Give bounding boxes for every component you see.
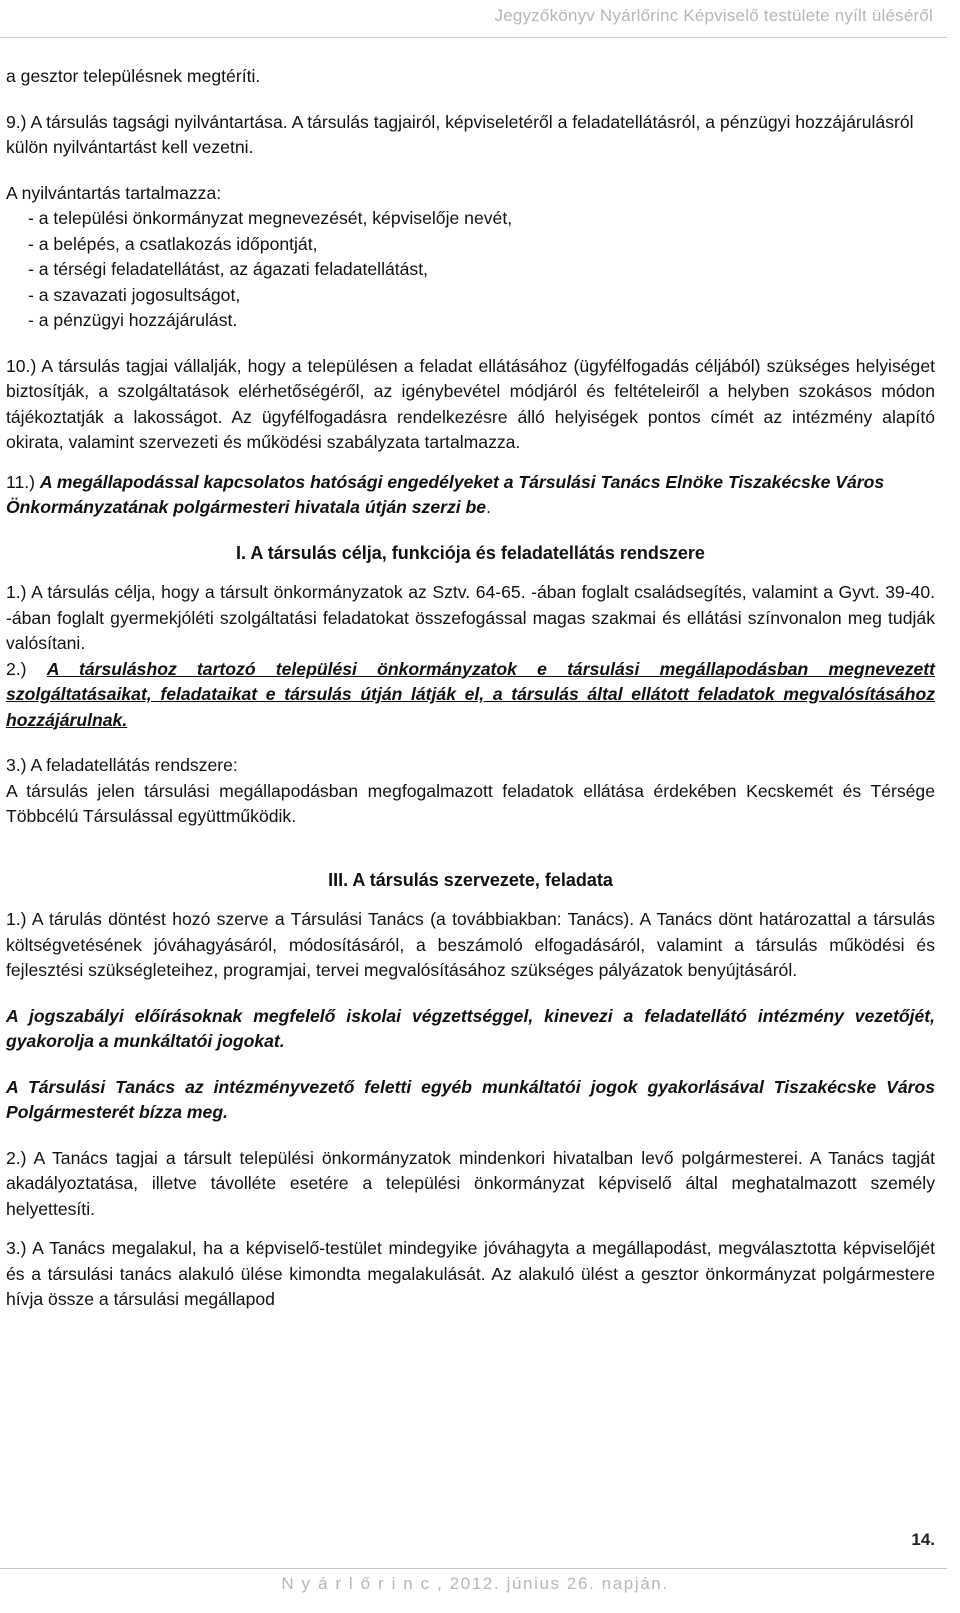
paragraph-11-number: 11.) (6, 471, 40, 492)
section-III-paragraph-3: 3.) A Tanács megalakul, ha a képviselő-testület mindegyike jóváhagyta a megállapodást, megválasztotta képviselőjét és a társulási tanács alakuló ülése kimondta megalakulását. Az alakuló ülést a gesztor önkormányzat polgármestere hívja össze a társulási megállapod (6, 1238, 935, 1309)
section-I-p2-number: 2.) (6, 658, 47, 679)
section-III-paragraph-council: A Társulási Tanács az intézményvezető feletti egyéb munkáltatói jogok gyakorlásával Tiszakécske Város Polgármesterét bízza meg. (6, 1076, 935, 1122)
header-divider (0, 37, 947, 38)
paragraph-11 (6, 470, 935, 521)
footer-text: N y á r l ő r i n c , 2012. június 26. napján. (281, 1574, 669, 1593)
document-header-title: Jegyzőkönyv Nyárlőrinc Képviselő testülete nyílt üléséről (494, 6, 933, 25)
register-item: - a települési önkormányzat megnevezését, képviselője nevét, (28, 208, 513, 228)
register-item: - a pénzügyi hozzájárulást. (28, 310, 238, 330)
register-item: - a térségi feladatellátást, az ágazati feladatellátást, (28, 259, 429, 279)
section-I-p1-part-a: 1.) A társulás célja, hogy a társult önkormányzatok az Sztv. 64-65. (6, 582, 532, 602)
page-number: 14. (911, 1530, 935, 1549)
section-heading-III: III. A társulás szervezete, feladata (328, 869, 613, 890)
section-heading-I: I. A társulás célja, funkciója és feladatellátás rendszere (236, 542, 705, 563)
section-III-paragraph-2: 2.) A Tanács tagjai a társult települési önkormányzatok mindenkori hivatalban levő polgármesterei. A Tanács tagját akadályoztatása, illetve távolléte esetére a települési önkormányzat képviselő által meghatalmazott személy helyettesíti. (6, 1147, 935, 1219)
register-list (6, 206, 935, 334)
section-I-p3-title: 3.) A feladatellátás rendszere: (6, 755, 238, 775)
paragraph-9: 9.) A társulás tagsági nyilvántartása. A társulás tagjairól, képviseletéről a feladatellátásról, a pénzügyi hozzájárulásról külön nyilvántartást kell vezetni. (6, 111, 914, 157)
paragraph-10: 10.) A társulás tagjai vállalják, hogy a településen a feladat ellátásához (ügyfélfogadás céljából) szükséges helyiséget biztosítják, a szolgáltatások elérhetőségéről, az igénybevétel módjáról és feltételeiről a helyben szokásos módon tájékoztatják a lakosságot. Az ügyfélfogadásra rendelkezésre álló helyiségek pontos címét az intézmény alapító okirata, valamint szervezeti és működési szabályzata tartalmazza. (6, 355, 935, 452)
section-I-paragraph-1 (6, 580, 935, 657)
section-I-p2-text: A társuláshoz tartozó települési önkormányzatok e társulási megállapodásban megnevezett szolgáltatásaikat, feladataikat e társulás útján látják el, a társulás által ellátott feladatok megvalósításához hozzájárulnak. (6, 658, 936, 730)
section-III-paragraph-employer: A jogszabályi előírásoknak megfelelő iskolai végzettséggel, kinevezi a feladatellátó intézmény vezetőjét, gyakorolja a munkáltatói jogokat. (6, 1005, 935, 1051)
document-body (6, 64, 935, 1313)
section-I-p1-part-c: -ában foglalt gyermekjóléti szolgáltatási feladatokat összefogással magas szakmai és ellátási színvonalon meg tudják valósítani. (6, 607, 935, 653)
paragraph-intro: a gesztor településnek megtéríti. (6, 66, 261, 86)
register-item: - a szavazati jogosultságot, (28, 284, 241, 305)
section-I-paragraph-2 (6, 657, 935, 734)
register-item: - a belépés, a csatlakozás időpontját, (28, 233, 318, 254)
paragraph-11-end: . (486, 497, 491, 517)
section-I-p1-part-b: -ában foglalt családsegítés, valamint a Gyvt. 39-40. (531, 582, 936, 602)
paragraph-11-text: A megállapodással kapcsolatos hatósági engedélyeket a Társulási Tanács Elnöke Tiszakécske Város Önkormányzatának polgármesteri hivatala útján szerzi be (6, 471, 885, 517)
footer-divider (0, 1568, 947, 1569)
section-III-paragraph-1: 1.) A tárulás döntést hozó szerve a Társulási Tanács (a továbbiakban: Tanács). A Tanács dönt határozattal a társulás költségvetésének jóváhagyásáról, módosításáról, a beszámoló elfogadásáról, valamint a társulás működési és fejlesztési szükségleteihez, programjai, tervei megvalósításához szükséges pályázatok benyújtásáról. (6, 909, 935, 980)
register-intro: A nyilvántartás tartalmazza: (6, 182, 222, 203)
section-I-p3-text: A társulás jelen társulási megállapodásban megfogalmazott feladatok ellátása érdekében Kecskemét és Térsége Többcélú Társulással együttműködik. (6, 780, 935, 826)
